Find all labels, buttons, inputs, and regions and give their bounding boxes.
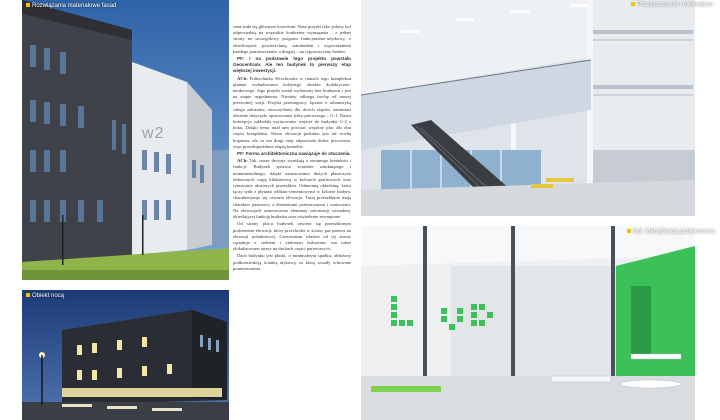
caption-bullet <box>631 2 635 6</box>
caption-text: Hol. Identyfikacja przestrzenna <box>633 229 716 235</box>
question <box>233 56 351 75</box>
caption-bullet <box>26 293 30 297</box>
question <box>233 151 351 157</box>
paragraph: Od strony placu budynek otwiera się przeszklonym podcieniem elewacji, który przechodzi w ściany pas parteru na elewacji południowej. Geocentrum właśnie od tej strony sąsiaduje z ciekiem i zielonym bulwarem, ma także zlokalizowane tarasy na dachach części parterowych. <box>233 221 351 252</box>
paragraph: cena stała się głównym kryterium. Nasz projekt jako jedyny był odpowiedzią na wszystkie konkretne wymagania – z jednej strony na szczegółowy program funkcjonalno-użytkowy, z określonymi: powierzchnią, standardem i wyposażeniem każdego pomieszczenia, a drugiej – na rygorystyczny budżet. <box>233 24 351 54</box>
speaker-label: ACh: <box>237 75 248 81</box>
question-text: I na podstawie tego projektu powstało Geocentrum. Ale ten budynek to pierwszy etap większej inwestycji. <box>233 56 351 74</box>
photo-facade-night <box>22 290 229 420</box>
caption-photo-3 <box>631 2 713 8</box>
answer <box>233 76 351 150</box>
photo-hall-green <box>361 226 695 420</box>
answer <box>233 158 351 220</box>
speaker-label: ACh: <box>237 158 248 164</box>
caption-text: Obiekt nocą <box>32 293 65 299</box>
answer-text: Politechnika Wrocławska w ramach tego kompleksu planuje wybudowanie kolejnego obiektu dydaktyczno-naukowego. Jego projekt został wyłoniony bez konkursu i jest na etapie uzgodnienia. Niestety odbiega trochę od naszej pierwotnej wizji. Projekt przetargowy, łącznie z urbanistyką całego założenia, stworzyliśmy dla dwóch etapów, natomiast zlecenie dotyczyło opracowania tylko pierwszego – G-1. Nasza koncepcja zakładała usytuowanie wejścia do budynku G-2 z boku. Dzięki temu miał tam powstać wspólny plac dla obu części kompleksu. Nasza elewacja podobno jest też trochę bogatsza, ale za ten drugi etap odpowiada dobra pracownia, więc prawdopodobnie zlapią kontekst. <box>233 75 351 149</box>
building-sign: w2 <box>142 125 165 142</box>
question-text: Forma architektoniczna nawiązuje do otoczenia. <box>245 151 351 157</box>
answer-text: Tak, nasze decyzje wynikają z zastanego kontekstu i funkcji. Budynek sprawia wrażenie zamkniętego i monumentalnego, dzięki zastosowaniu dużych płaszczyzn obłożonych cegłą klinkierową w kolorach grafitowych oraz rytmicznie ułożonych przeszkleń. Odmienną okładzinę, która łączy tynk z płytami włókno-cementowymi w kolorze białym, charakteryzuje się czwarta elewacja. Tutaj przeszklenia mają charakter pasmowy, z elementami przestawnymi i matowymi. Na elewacjach umieszczono elementy informacji wizualnej, określającej funkcję budynku oraz oświetlenie zewnętrzne. <box>233 158 351 220</box>
caption-bullet <box>26 3 30 7</box>
speaker-label: PF: <box>237 56 245 62</box>
caption-photo-2 <box>26 293 64 299</box>
paragraph: Dach budynku jest płaski, o minimalnym spadku, obłożony podkonstrukcją ścianką atykową, za którą zostały schowane pomieszczenia <box>233 253 351 271</box>
caption-text: Rozwiązania materiałowe fasad <box>32 3 117 9</box>
caption-text: Przestrzenność i minimalizm <box>637 2 714 8</box>
caption-photo-1 <box>26 3 116 9</box>
caption-photo-4 <box>627 229 715 235</box>
article-text <box>233 24 351 420</box>
photo-facade-day <box>22 0 229 280</box>
speaker-label: PF: <box>237 151 245 157</box>
caption-bullet <box>627 229 631 233</box>
photo-interior-atrium <box>361 0 695 216</box>
